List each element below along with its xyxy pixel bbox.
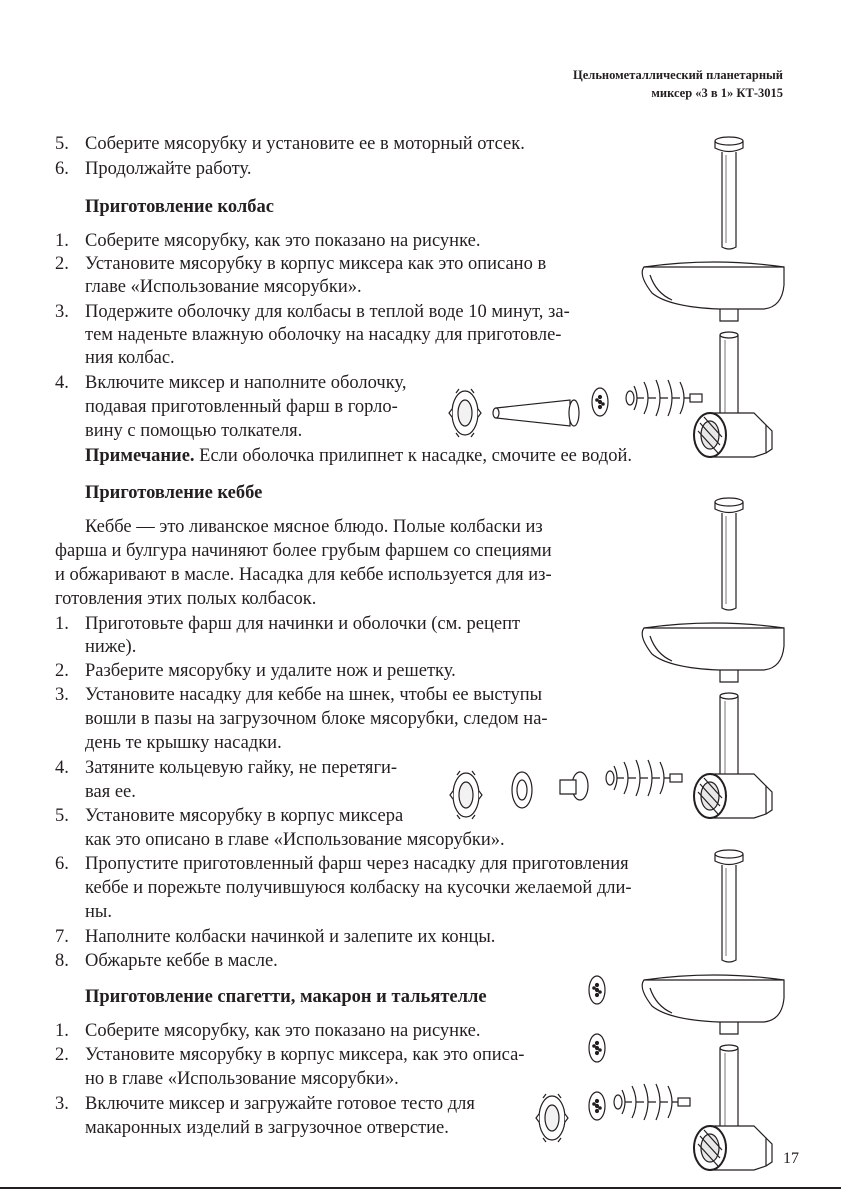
list-item-text: Включите миксер и загружайте готовое тесто для — [85, 1094, 475, 1114]
list-number: 1. — [55, 231, 69, 251]
list-item-text: вину с помощью толкателя. — [85, 421, 303, 441]
page-number: 17 — [783, 1150, 799, 1167]
list-number: 3. — [55, 1094, 69, 1114]
list-number: 2. — [55, 1045, 69, 1065]
list-item-text: Установите насадку для кеббе на шнек, чтобы ее выступы — [85, 685, 543, 705]
paragraph-line: готовления этих полых колбасок. — [55, 589, 317, 609]
section-title-sausage: Приготовление колбас — [85, 197, 274, 217]
list-item-text: кеббе и порежьте получившуюся колбаску на кусочки желаемой дли- — [85, 878, 632, 898]
list-item-text: главе «Использование мясорубки». — [85, 277, 362, 297]
list-item-text: ниже). — [85, 637, 137, 657]
sausage-grinder-illustration — [440, 135, 780, 455]
paragraph-line: Кеббе — это ливанское мясное блюдо. Полые колбаски из — [85, 517, 543, 537]
list-item-text: Обжарьте кеббе в масле. — [85, 951, 278, 971]
list-item-text: Пропустите приготовленный фарш через насадку для приготовления — [85, 854, 629, 874]
list-item-text: ны. — [85, 902, 112, 922]
note-text: Если оболочка прилипнет к насадке, смочите ее водой. — [194, 446, 633, 466]
list-item-text: Наполните колбаски начинкой и залепите их концы. — [85, 927, 496, 947]
list-number: 3. — [55, 685, 69, 705]
list-item-text: Соберите мясорубку, как это показано на рисунке. — [85, 1021, 481, 1041]
list-number: 4. — [55, 373, 69, 393]
list-item-text: Продолжайте работу. — [85, 159, 252, 179]
list-item-text: вая ее. — [85, 782, 136, 802]
list-number: 5. — [55, 806, 69, 826]
list-number: 2. — [55, 661, 69, 681]
section-title-kebbe: Приготовление кеббе — [85, 483, 263, 503]
list-number: 1. — [55, 1021, 69, 1041]
header-line-1: Цельнометаллический планетарный — [573, 68, 783, 82]
list-item-text: день те крышку насадки. — [85, 733, 282, 753]
list-item-text: ния колбас. — [85, 348, 175, 368]
list-item-text: Соберите мясорубку и установите ее в моторный отсек. — [85, 134, 525, 154]
paragraph-line: и обжаривают в масле. Насадка для кеббе используется для из- — [55, 565, 552, 585]
list-item-text: Разберите мясорубку и удалите нож и решетку. — [85, 661, 456, 681]
list-item-text: подавая приготовленный фарш в горло- — [85, 397, 398, 417]
list-item-text: но в главе «Использование мясорубки». — [85, 1069, 399, 1089]
list-item-text: вошли в пазы на загрузочном блоке мясорубки, следом на- — [85, 709, 548, 729]
page-bottom-rule — [0, 1187, 841, 1189]
list-number: 7. — [55, 927, 69, 947]
note-label: Примечание. — [85, 446, 195, 466]
list-item-text: макаронных изделий в загрузочное отверстие. — [85, 1118, 449, 1138]
list-number: 6. — [55, 854, 69, 874]
list-number: 4. — [55, 758, 69, 778]
list-item-text: Приготовьте фарш для начинки и оболочки (см. рецепт — [85, 614, 521, 634]
list-item-text: Включите миксер и наполните оболочку, — [85, 373, 407, 393]
list-item-text: Соберите мясорубку, как это показано на рисунке. — [85, 231, 481, 251]
list-item-text: Установите мясорубку в корпус миксера — [85, 806, 404, 826]
section-title-pasta: Приготовление спагетти, макарон и тальятелле — [85, 987, 487, 1007]
list-item-text: Установите мясорубку в корпус миксера как это описано в — [85, 254, 547, 274]
pasta-grinder-illustration — [520, 845, 780, 1145]
list-number: 3. — [55, 302, 69, 322]
list-number: 5. — [55, 134, 69, 154]
list-number: 1. — [55, 614, 69, 634]
list-item-text: Установите мясорубку в корпус миксера, как это описа- — [85, 1045, 525, 1065]
list-item-text: Подержите оболочку для колбасы в теплой воде 10 минут, за- — [85, 302, 570, 322]
list-item-text: тем наденьте влажную оболочку на насадку для приготовле- — [85, 325, 562, 345]
kebbe-grinder-illustration — [440, 495, 780, 815]
paragraph-line: фарша и булгура начиняют более грубым фаршем со специями — [55, 541, 552, 561]
list-number: 6. — [55, 159, 69, 179]
list-item-text: как это описано в главе «Использование мясорубки». — [85, 830, 505, 850]
list-number: 8. — [55, 951, 69, 971]
header-line-2: миксер «3 в 1» КТ-3015 — [651, 86, 783, 100]
list-item-text: Затяните кольцевую гайку, не перетяги- — [85, 758, 398, 778]
document-header — [573, 66, 783, 102]
list-number: 2. — [55, 254, 69, 274]
